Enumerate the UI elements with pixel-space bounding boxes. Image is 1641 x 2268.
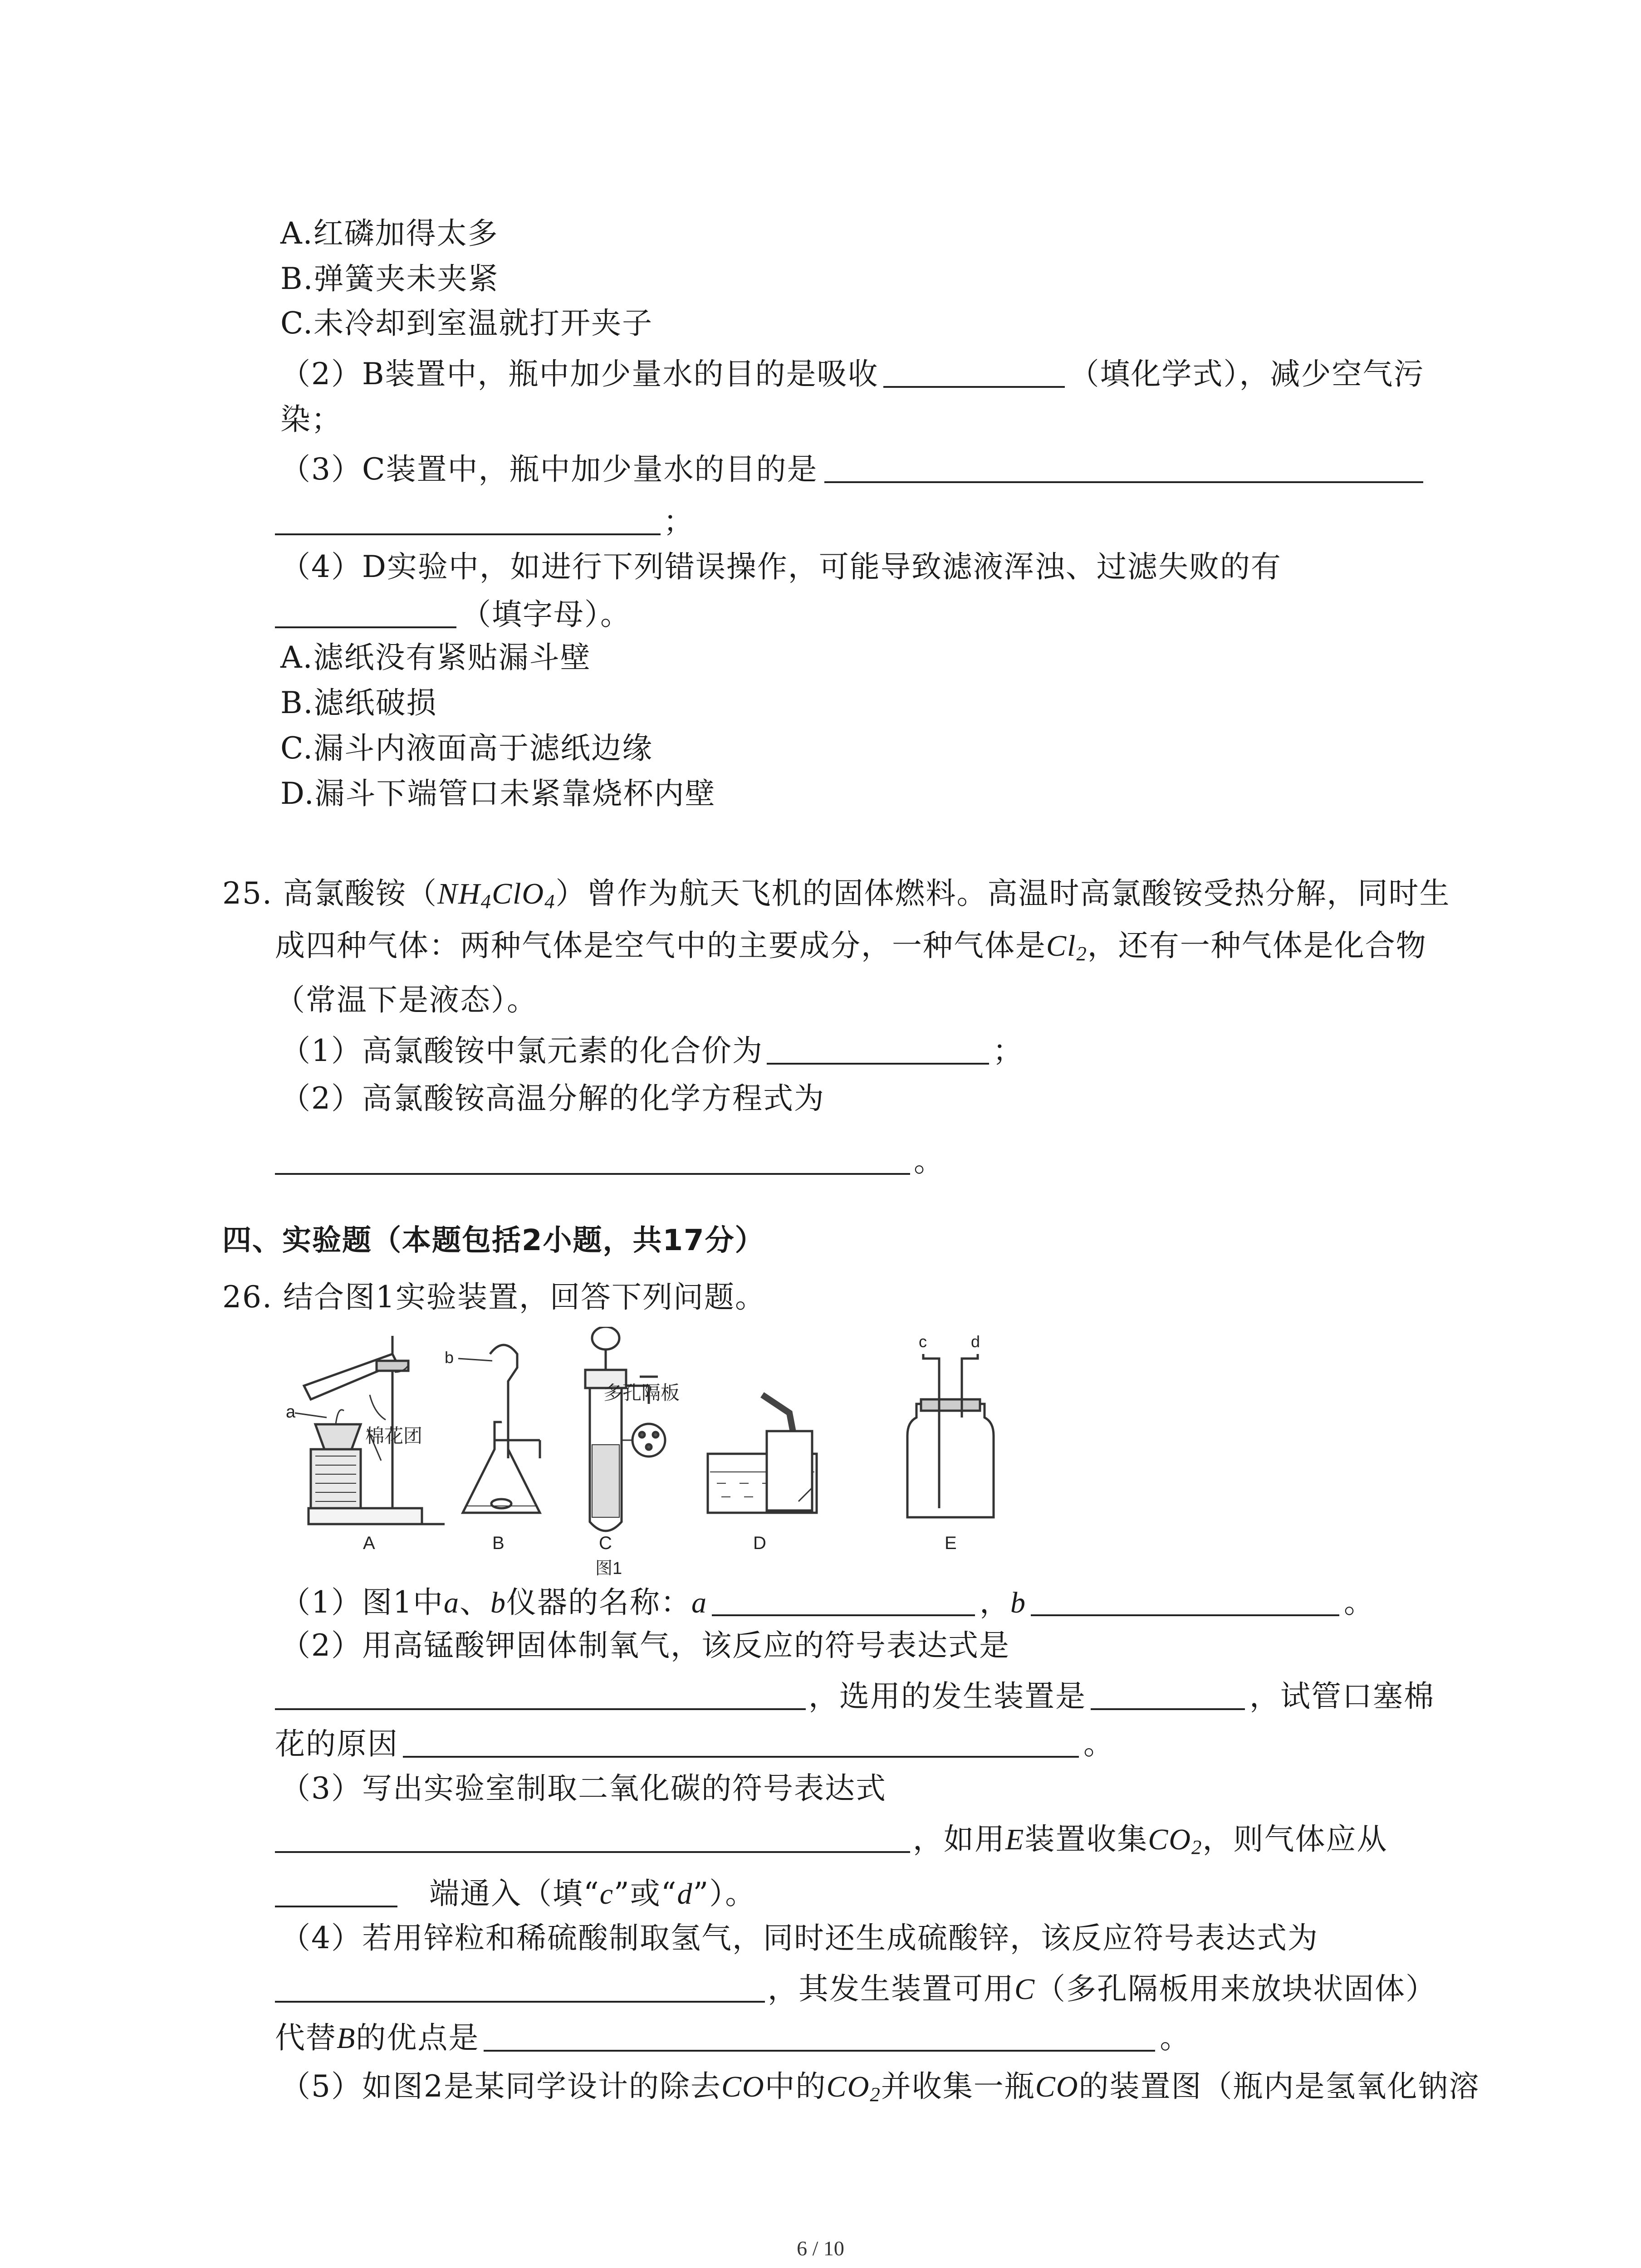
formula-subscript: 2 bbox=[1191, 1835, 1203, 1858]
question-text: ，试管口塞棉 bbox=[1249, 1679, 1435, 1714]
question-text: （2）用高锰酸钾固体制氧气，该反应的符号表达式是 bbox=[280, 1628, 1010, 1663]
answer-blank[interactable] bbox=[767, 1036, 989, 1065]
answer-blank[interactable] bbox=[275, 1146, 910, 1175]
label-b-pointer bbox=[458, 1359, 492, 1361]
formula-subscript: 2 bbox=[1076, 942, 1087, 965]
question-text: （5）如图2是某同学设计的除去 bbox=[280, 2069, 721, 2104]
answer-blank[interactable] bbox=[883, 359, 1065, 388]
punctuation: ； bbox=[663, 504, 694, 539]
punctuation: 、 bbox=[459, 1585, 490, 1620]
question-text: 高氯酸铵（ bbox=[283, 876, 437, 911]
q26-sub-4-cont bbox=[275, 1969, 1436, 2010]
sub-question-2 bbox=[280, 354, 1425, 395]
q26-sub-3 bbox=[280, 1768, 887, 1809]
chem-formula bbox=[1148, 1823, 1202, 1856]
question-text: 结合图1实验装置，回答下列问题。 bbox=[283, 1280, 766, 1315]
answer-blank[interactable] bbox=[824, 454, 1423, 483]
q25-line-2 bbox=[275, 925, 1427, 967]
formula-part: Cl bbox=[1046, 929, 1077, 963]
question-text: （1）高氯酸铵中氯元素的化合价为 bbox=[280, 1033, 763, 1068]
option-text: B.弹簧夹未夹紧 bbox=[280, 261, 499, 296]
chem-formula: CO bbox=[721, 2070, 765, 2103]
variable: C bbox=[1014, 1973, 1036, 2006]
formula-part: CO bbox=[826, 2070, 870, 2103]
q25-sub-1 bbox=[280, 1031, 1024, 1071]
question-text: （1）图1中 bbox=[280, 1585, 444, 1620]
sub-question-3-cont bbox=[275, 501, 694, 542]
question-number: 26. bbox=[222, 1280, 273, 1315]
d-option-b bbox=[280, 683, 437, 723]
variable: a bbox=[443, 1586, 460, 1619]
punctuation: ； bbox=[993, 1033, 1024, 1068]
answer-blank[interactable] bbox=[403, 1729, 1079, 1758]
answer-blank[interactable] bbox=[275, 1878, 397, 1907]
answer-blank[interactable] bbox=[275, 1681, 806, 1710]
punctuation: 。 bbox=[1343, 1585, 1375, 1620]
question-text: ，其发生装置可用 bbox=[768, 1971, 1014, 2006]
d-option-c bbox=[280, 728, 653, 769]
d-option-a bbox=[280, 637, 591, 678]
answer-blank[interactable] bbox=[275, 1974, 765, 2003]
option-text: C.漏斗内液面高于滤纸边缘 bbox=[280, 731, 653, 766]
question-text: 的装置图（瓶内是氢氧化钠溶 bbox=[1078, 2069, 1480, 2104]
question-text: 中的 bbox=[764, 2069, 827, 2104]
variable: B bbox=[337, 2022, 356, 2055]
apparatus-label-b: B bbox=[492, 1533, 505, 1553]
answer-blank[interactable] bbox=[1091, 1681, 1245, 1710]
question-text: ，则气体应从 bbox=[1202, 1822, 1388, 1857]
sub-number: （4） bbox=[280, 549, 362, 584]
apparatus-label-a: A bbox=[363, 1533, 375, 1553]
question-text: ，选用的发生装置是 bbox=[808, 1679, 1086, 1714]
variable: E bbox=[1005, 1823, 1025, 1856]
question-text: 代替 bbox=[275, 2020, 337, 2055]
punctuation: 。 bbox=[1160, 2020, 1191, 2055]
d-option-d bbox=[280, 773, 716, 814]
q26-sub-2-cont2 bbox=[275, 1724, 1114, 1765]
question-text: （填化学式），减少空气污 bbox=[1069, 357, 1425, 391]
q25-line-1 bbox=[222, 873, 1450, 914]
variable: a bbox=[691, 1586, 707, 1619]
question-text: C装置中，瓶中加少量水的目的是 bbox=[362, 452, 818, 487]
question-text: 染； bbox=[280, 402, 342, 437]
variable: c bbox=[599, 1877, 614, 1911]
answer-blank[interactable] bbox=[275, 599, 456, 628]
question-text: （常温下是液态）。 bbox=[275, 982, 538, 1017]
q26-sub-1 bbox=[280, 1582, 1375, 1623]
question-text: D实验中，如进行下列错误操作，可能导致滤液浑浊、过滤失败的有 bbox=[362, 549, 1282, 584]
option-b-line bbox=[280, 259, 499, 299]
chem-formula bbox=[826, 2070, 881, 2106]
question-text: （多孔隔板用来放块状固体） bbox=[1035, 1971, 1437, 2006]
chem-formula bbox=[437, 877, 556, 913]
question-text: ，还有一种气体是化合物 bbox=[1087, 928, 1427, 963]
sub-question-4-cont bbox=[275, 594, 631, 635]
section-heading: 四、实验题（本题包括2小题，共17分） bbox=[222, 1224, 765, 1257]
answer-blank[interactable] bbox=[275, 1824, 910, 1853]
question-number: 25. bbox=[222, 876, 273, 911]
question-text: ）曾作为航天飞机的固体燃料。高温时高氯酸铵受热分解，同时生 bbox=[555, 876, 1450, 911]
q25-sub-2 bbox=[280, 1078, 825, 1119]
option-text: A.红磷加得太多 bbox=[280, 216, 499, 251]
apparatus-c bbox=[585, 1327, 665, 1531]
answer-blank[interactable] bbox=[484, 2023, 1155, 2052]
q26-sub-2-cont bbox=[275, 1676, 1435, 1717]
apparatus-label-e: E bbox=[945, 1533, 957, 1553]
porous-plate-label: 多孔隔板 bbox=[603, 1382, 680, 1403]
cotton-label: 棉花团 bbox=[365, 1425, 423, 1447]
q26-sub-3-cont bbox=[275, 1819, 1387, 1860]
question-text: （3）写出实验室制取二氧化碳的符号表达式 bbox=[280, 1771, 887, 1806]
question-text: 端通入（填“ bbox=[429, 1876, 600, 1911]
variable: d bbox=[677, 1877, 693, 1911]
punctuation: 。 bbox=[1083, 1726, 1114, 1761]
label-c: c bbox=[919, 1332, 927, 1351]
apparatus-label-d: D bbox=[753, 1533, 766, 1553]
sub-number: （3） bbox=[280, 452, 362, 487]
answer-blank[interactable] bbox=[275, 506, 661, 535]
formula-subscript: 4 bbox=[544, 890, 556, 913]
variable: b bbox=[1010, 1586, 1026, 1619]
question-text: 仪器的名称： bbox=[506, 1585, 691, 1620]
question-text: ，如用 bbox=[913, 1822, 1005, 1857]
label-b: b bbox=[445, 1348, 454, 1367]
apparatus-label-c: C bbox=[599, 1533, 612, 1553]
answer-blank[interactable] bbox=[1031, 1587, 1339, 1616]
apparatus-d bbox=[708, 1395, 817, 1513]
punctuation: ， bbox=[979, 1585, 1010, 1620]
option-text: B.滤纸破损 bbox=[280, 685, 437, 720]
question-text: （填字母）。 bbox=[461, 597, 631, 632]
punctuation: 。 bbox=[914, 1144, 945, 1178]
question-text: ”）。 bbox=[693, 1876, 756, 1911]
q26-intro bbox=[222, 1277, 766, 1318]
q25-line-3 bbox=[275, 980, 538, 1021]
question-text: （4）若用锌粒和稀硫酸制取氢气，同时还生成硫酸锌，该反应符号表达式为 bbox=[280, 1921, 1318, 1955]
variable: b bbox=[490, 1586, 506, 1619]
option-text: C.未冷却到室温就打开夹子 bbox=[280, 306, 653, 341]
apparatus-b bbox=[463, 1345, 540, 1513]
page-number: 6 / 10 bbox=[797, 2237, 844, 2260]
question-text: （2）高氯酸铵高温分解的化学方程式为 bbox=[280, 1081, 825, 1116]
label-d: d bbox=[971, 1332, 980, 1351]
q26-sub-4-cont2 bbox=[275, 2018, 1190, 2059]
apparatus-e bbox=[907, 1354, 994, 1517]
question-text: 花的原因 bbox=[275, 1726, 398, 1761]
question-text: 装置收集 bbox=[1024, 1822, 1148, 1857]
option-text: D.漏斗下端管口未紧靠烧杯内壁 bbox=[280, 776, 716, 811]
formula-part: ClO bbox=[492, 877, 545, 910]
answer-blank[interactable] bbox=[712, 1587, 975, 1616]
option-c-line bbox=[280, 303, 653, 344]
option-a-line bbox=[280, 213, 499, 254]
question-text: 并收集一瓶 bbox=[881, 2069, 1035, 2104]
chem-formula: CO bbox=[1035, 2070, 1079, 2103]
formula-part: CO bbox=[1148, 1823, 1192, 1856]
sub-question-3 bbox=[280, 449, 1423, 490]
question-text: 成四种气体：两种气体是空气中的主要成分，一种气体是 bbox=[275, 928, 1046, 963]
label-a: a bbox=[286, 1403, 296, 1422]
formula-subscript: 2 bbox=[870, 2082, 881, 2106]
sub-question-2-cont bbox=[280, 399, 342, 440]
sub-number: （2） bbox=[280, 357, 362, 391]
formula-part: NH bbox=[437, 877, 481, 910]
figure-caption: 图1 bbox=[595, 1559, 622, 1578]
q26-sub-2 bbox=[280, 1625, 1010, 1666]
option-text: A.滤纸没有紧贴漏斗壁 bbox=[280, 640, 591, 675]
question-text: B装置中，瓶中加少量水的目的是吸收 bbox=[362, 357, 879, 391]
q26-sub-3-cont2 bbox=[275, 1873, 756, 1915]
question-text: ”或“ bbox=[614, 1876, 677, 1911]
sub-question-4 bbox=[280, 547, 1282, 587]
q26-sub-5 bbox=[280, 2066, 1479, 2107]
chem-formula bbox=[1046, 929, 1087, 963]
q25-sub-2-cont bbox=[275, 1141, 945, 1182]
question-text: 的优点是 bbox=[356, 2020, 480, 2055]
figure-1-apparatus bbox=[272, 1327, 1497, 1585]
formula-subscript: 4 bbox=[480, 890, 492, 913]
q26-sub-4 bbox=[280, 1918, 1318, 1959]
